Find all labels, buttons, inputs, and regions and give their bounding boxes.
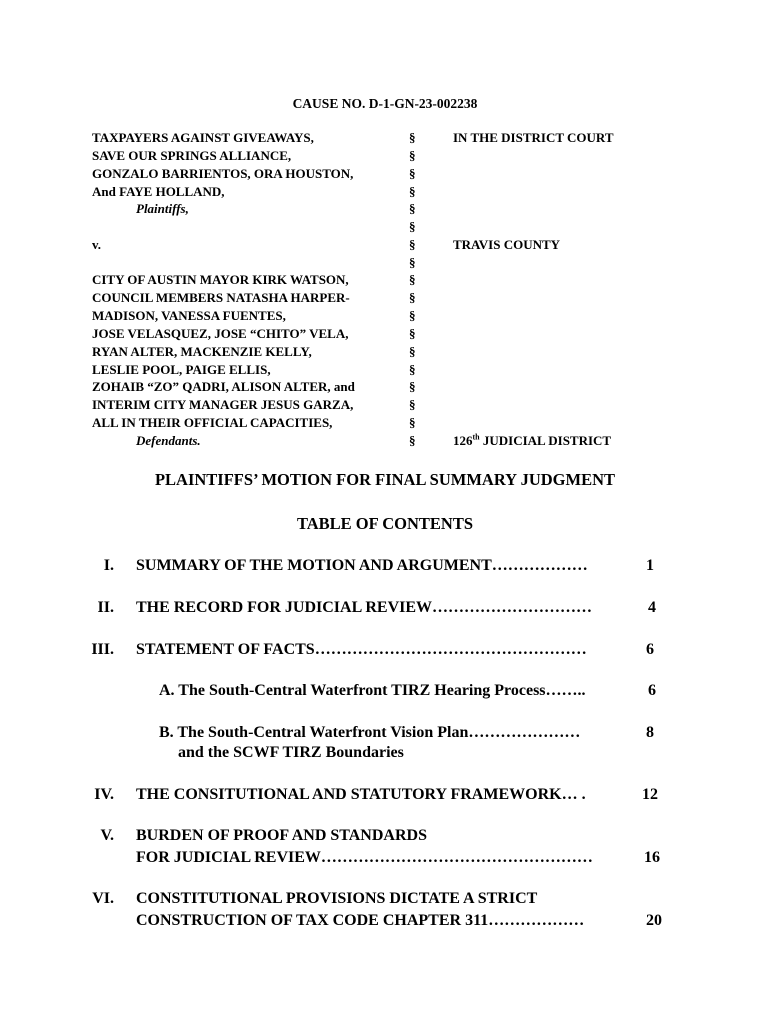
section-mark: § <box>409 201 416 216</box>
toc-page-number: 8 <box>646 724 654 741</box>
caption-line: COUNCIL MEMBERS NATASHA HARPER- <box>92 290 350 305</box>
plaintiffs-label: Plaintiffs, <box>136 201 189 216</box>
court-name: IN THE DISTRICT COURT <box>453 130 614 145</box>
county-name: TRAVIS COUNTY <box>453 237 561 252</box>
toc-entry-continued: FOR JUDICIAL REVIEW…………………………………………… <box>136 849 593 866</box>
caption-line: JOSE VELASQUEZ, JOSE “CHITO” VELA, <box>92 326 349 341</box>
caption-line: RYAN ALTER, MACKENZIE KELLY, <box>92 344 312 359</box>
section-mark: § <box>409 379 416 394</box>
section-mark: § <box>409 433 416 448</box>
motion-title: PLAINTIFFS’ MOTION FOR FINAL SUMMARY JUDGMENT <box>154 470 616 489</box>
toc-page-number: 6 <box>648 682 656 699</box>
section-mark: § <box>409 362 416 377</box>
toc-entry-continued: CONSTRUCTION OF TAX CODE CHAPTER 311……………… <box>136 912 585 929</box>
toc-entry: THE CONSITUTIONAL AND STATUTORY FRAMEWORK… . <box>136 786 586 803</box>
versus-label: v. <box>92 237 102 252</box>
section-mark: § <box>409 184 416 199</box>
caption-line: GONZALO BARRIENTOS, ORA HOUSTON, <box>92 166 354 181</box>
district-label: JUDICIAL DISTRICT <box>479 433 612 448</box>
section-mark: § <box>409 272 416 287</box>
section-mark: § <box>409 219 416 234</box>
section-mark: § <box>409 130 416 145</box>
toc-page-number: 6 <box>646 641 654 658</box>
caption-line: SAVE OUR SPRINGS ALLIANCE, <box>92 148 292 163</box>
toc-subentry: B. The South-Central Waterfront Vision Plan………………… <box>159 724 581 741</box>
section-mark: § <box>409 290 416 305</box>
caption-line: LESLIE POOL, PAIGE ELLIS, <box>92 362 271 377</box>
caption-line: INTERIM CITY MANAGER JESUS GARZA, <box>92 397 354 412</box>
toc-number: II. <box>97 599 114 616</box>
section-mark: § <box>409 237 416 252</box>
section-mark: § <box>409 397 416 412</box>
toc-number: IV. <box>94 786 114 803</box>
toc-page-number: 16 <box>644 849 660 866</box>
section-mark: § <box>409 166 416 181</box>
caption-line: And FAYE HOLLAND, <box>92 184 225 199</box>
district-number: 126 <box>453 433 473 448</box>
section-mark: § <box>409 415 416 430</box>
defendants-label: Defendants. <box>136 433 201 448</box>
caption-line: CITY OF AUSTIN MAYOR KIRK WATSON, <box>92 272 349 287</box>
caption-line: ZOHAIB “ZO” QADRI, ALISON ALTER, and <box>92 379 355 394</box>
judicial-district <box>453 432 611 450</box>
toc-title: TABLE OF CONTENTS <box>296 514 474 533</box>
toc-page-number: 12 <box>642 786 658 803</box>
toc-number: I. <box>103 557 114 574</box>
caption-line: MADISON, VANESSA FUENTES, <box>92 308 286 323</box>
toc-number: VI. <box>92 890 114 907</box>
toc-entry: STATEMENT OF FACTS…………………………………………… <box>136 641 587 658</box>
caption-line: ALL IN THEIR OFFICIAL CAPACITIES, <box>92 415 333 430</box>
toc-page-number: 20 <box>646 912 662 929</box>
section-mark: § <box>409 326 416 341</box>
section-mark: § <box>409 308 416 323</box>
section-mark: § <box>409 148 416 163</box>
toc-entry: SUMMARY OF THE MOTION AND ARGUMENT……………… <box>136 557 588 574</box>
caption-line: TAXPAYERS AGAINST GIVEAWAYS, <box>92 130 314 145</box>
cause-number: CAUSE NO. D-1-GN-23-002238 <box>292 96 478 111</box>
toc-entry: THE RECORD FOR JUDICIAL REVIEW………………………… <box>136 599 593 616</box>
section-mark: § <box>409 344 416 359</box>
toc-entry: BURDEN OF PROOF AND STANDARDS <box>136 827 427 844</box>
toc-page-number: 4 <box>648 599 656 616</box>
toc-entry: CONSTITUTIONAL PROVISIONS DICTATE A STRICT <box>136 890 538 907</box>
toc-number: V. <box>100 827 114 844</box>
district-ordinal: th <box>472 432 480 442</box>
toc-subentry: A. The South-Central Waterfront TIRZ Hearing Process…….. <box>159 682 586 699</box>
toc-subentry-continued: and the SCWF TIRZ Boundaries <box>178 744 404 761</box>
toc-page-number: 1 <box>646 557 654 574</box>
toc-number: III. <box>91 641 114 658</box>
section-mark: § <box>409 255 416 270</box>
